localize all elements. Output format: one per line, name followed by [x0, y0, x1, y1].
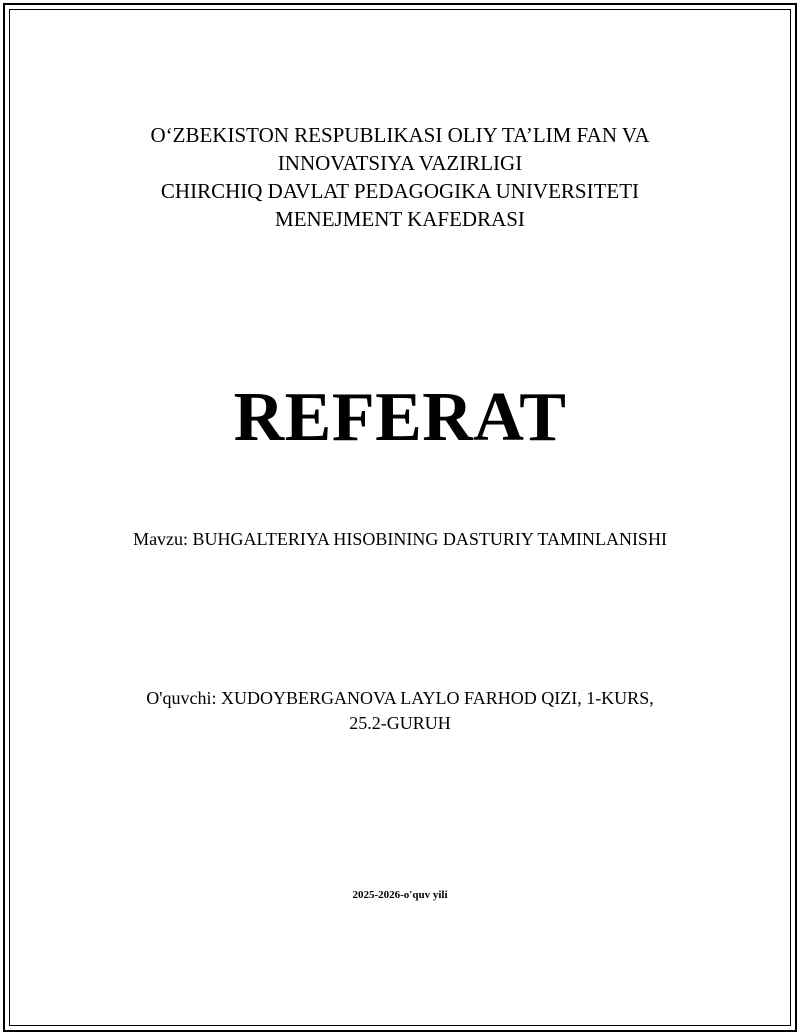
institution-header [0, 121, 800, 233]
topic-line: Mavzu: BUHGALTERIYA HISOBINING DASTURIY TAMINLANISHI [133, 529, 667, 549]
header-line-3: CHIRCHIQ DAVLAT PEDAGOGIKA UNIVERSITETI [160, 179, 640, 203]
header-line-2: INNOVATSIYA VAZIRLIGI [277, 151, 523, 175]
student-line-1: O'quvchi: XUDOYBERGANOVA LAYLO FARHOD QIZI, 1-KURS, [146, 688, 654, 708]
document-title: REFERAT [233, 379, 567, 456]
header-line-4: MENEJMENT KAFEDRASI [275, 207, 525, 231]
student-line-2: 25.2-GURUH [349, 713, 451, 733]
student-info [0, 686, 800, 736]
academic-year: 2025-2026-o'quv yili [352, 889, 448, 901]
header-line-1: O‘ZBEKISTON RESPUBLIKASI OLIY TA’LIM FAN VA [150, 123, 650, 147]
